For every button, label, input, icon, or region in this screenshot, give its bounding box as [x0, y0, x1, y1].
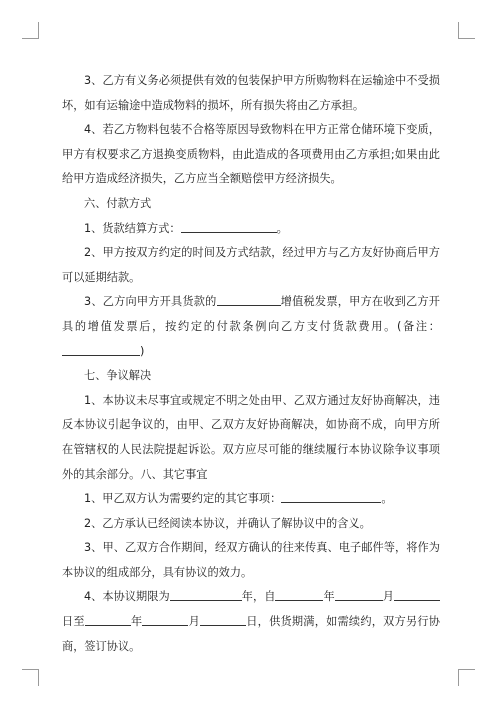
clause-4-quality: 4、若乙方物料包装不合格等原因导致物料在甲方正常仓储环境下变质，甲方有权要求乙方退换变质物料，由此造成的各项费用由乙方承担;如果由此给甲方造成经济损失，乙方应当全额赔偿甲方经济损失。	[62, 123, 440, 186]
end-year-blank[interactable]	[85, 614, 131, 626]
invoice-amount-blank[interactable]	[217, 294, 281, 306]
end-day-blank[interactable]	[200, 614, 246, 626]
section-heading-payment: 六、付款方式	[84, 196, 152, 210]
other-matters-blank[interactable]	[281, 491, 381, 503]
document-body	[62, 69, 440, 659]
crop-mark-bottom-left	[22, 669, 39, 686]
crop-mark-top-left	[22, 22, 39, 39]
other-clause-4: 4、本协议期限为 年，自 年 月日至 年 月 日，供货期满，如需续约，双方另行协商，签订协议。	[62, 590, 440, 653]
start-month-blank[interactable]	[335, 589, 383, 601]
dispute-clause-1: 1、本协议未尽事宜或规定不明之处由甲、乙双方通过友好协商解决，违反本协议引起争议的，由甲、乙双方友好协商解决，如协商不成，向甲方所在管辖权的人民法院提起诉讼。双方应尽可能的继续履行本协议除争议事项外的其余部分。八、其它事宜	[62, 393, 440, 481]
remarks-blank[interactable]	[62, 344, 140, 356]
payment-clause-2: 2、甲方按双方约定的时间及方式结款，经过甲方与乙方友好协商后甲方可以延期结款。	[62, 246, 440, 284]
settlement-method-blank[interactable]	[181, 221, 277, 233]
crop-mark-top-right	[458, 22, 475, 39]
payment-clause-3: 3、乙方向甲方开具货款的 增值税发票，甲方在收到乙方开具的增值发票后，按约定的付款条例向乙方支付货款费用。(备注：)	[62, 295, 440, 358]
other-clause-2: 2、乙方承认已经阅读本协议，并确认了解协议中的含义。	[84, 516, 371, 530]
end-month-blank[interactable]	[142, 614, 188, 626]
crop-mark-bottom-right	[458, 669, 475, 686]
term-years-blank[interactable]	[170, 589, 242, 601]
start-day-blank[interactable]	[394, 589, 440, 601]
clause-3-packaging: 3、乙方有义务必须提供有效的包装保护甲方所购物料在运输途中不受损坏，如有运输途中造成物料的损坏，所有损失将由乙方承担。	[62, 74, 440, 112]
other-clause-1: 1、甲乙双方认为需要约定的其它事项： 。	[84, 492, 393, 506]
start-year-blank[interactable]	[275, 589, 323, 601]
other-clause-3: 3、甲、乙双方合作期间，经双方确认的往来传真、电子邮件等，将作为本协议的组成部分，具有协议的效力。	[62, 541, 440, 579]
section-heading-dispute: 七、争议解决	[84, 369, 152, 383]
payment-clause-1: 1、货款结算方式： 。	[84, 221, 288, 235]
